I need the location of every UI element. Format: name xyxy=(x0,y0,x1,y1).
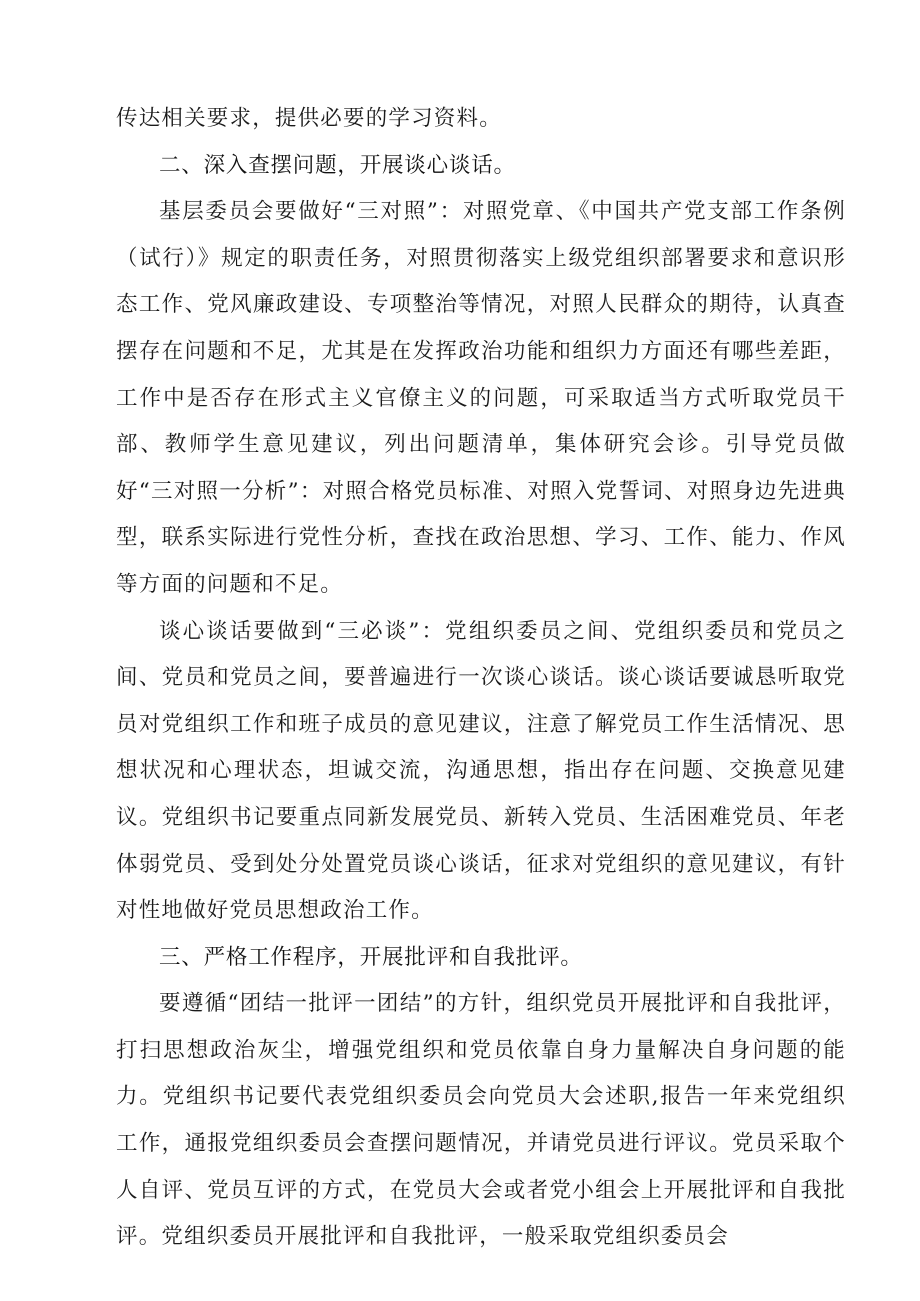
paragraph-2-2: 谈心谈话要做到“三必谈”：党组织委员之间、党组织委员和党员之间、党员和党员之间，要普遍进行一次谈心谈话。谈心谈话要诚恳听取党员对党组织工作和班子成员的意见建议，注意了解党员工作生活情况、思想状况和心理状态，坦诚交流，沟通思想，指出存在问题、交换意见建议。党组织书记要重点同新发展党员、新转入党员、生活困难党员、年老体弱党员、受到处分处置党员谈心谈话，征求对党组织的意见建议，有针对性地做好党员思想政治工作。 xyxy=(116,618,846,924)
paragraph-continuation: 传达相关要求，提供必要的学习资料。 xyxy=(116,106,502,131)
paragraph-3-1: 要遵循“团结一批评一团结”的方针，组织党员开展批评和自我批评，打扫思想政治灰尘，增强党组织和党员依靠自身力量解决自身问题的能力。党组织书记要代表党组织委员会向党员大会述职,报告一年来党组织工作，通报党组织委员会查摆问题情况，并请党员进行评议。党员采取个人自评、党员互评的方式，在党员大会或者党小组会上开展批评和自我批评。党组织委员开展批评和自我批评，一般采取党组织委员会 xyxy=(116,991,846,1250)
document-body xyxy=(116,96,846,1261)
section-heading-2: 二、深入查摆问题，开展谈心谈话。 xyxy=(159,152,516,178)
paragraph-2-1: 基层委员会要做好“三对照”：对照党章、《中国共产党支部工作条例（试行）》规定的职责任务，对照贯彻落实上级党组织部署要求和意识形态工作、党风廉政建设、专项整治等情况，对照人民群众的期待，认真查摆存在问题和不足，尤其是在发挥政治功能和组织力方面还有哪些差距，工作中是否存在形式主义官僚主义的问题，可采取适当方式听取党员干部、教师学生意见建议，列出问题清单，集体研究会诊。引导党员做好“三对照一分析”：对照合格党员标准、对照入党誓词、对照身边先进典型，联系实际进行党性分析，查找在政治思想、学习、工作、能力、作风等方面的问题和不足。 xyxy=(116,199,846,597)
section-heading-3: 三、严格工作程序，开展批评和自我批评。 xyxy=(159,944,583,970)
